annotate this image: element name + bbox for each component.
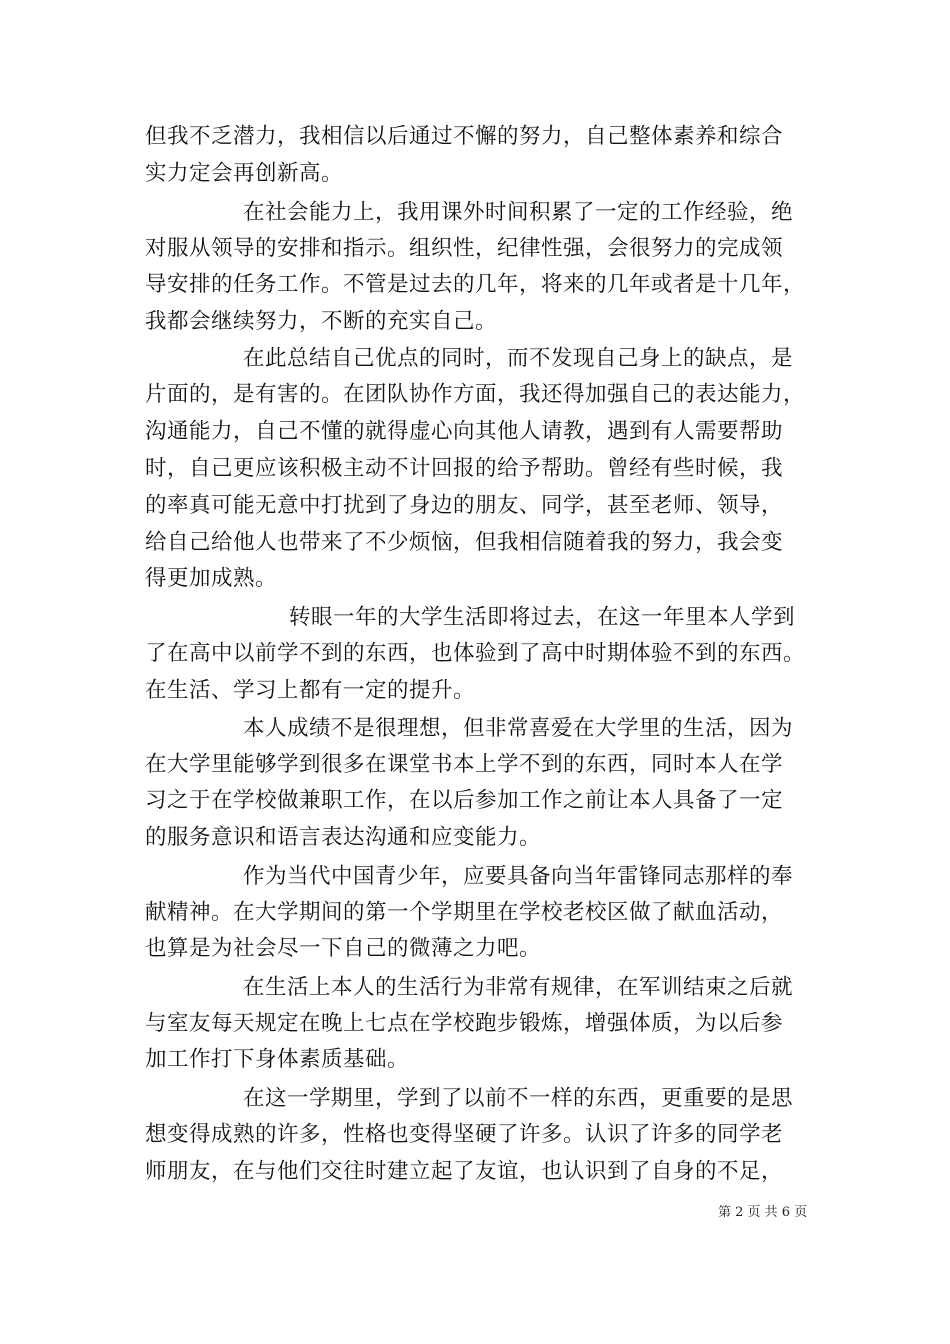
text-line: 对服从领导的安排和指示。组织性，纪律性强，会很努力的完成领 — [145, 236, 784, 261]
text-line: 我都会继续努力，不断的充实自己。 — [145, 309, 498, 334]
text-line: 得更加成熟。 — [145, 566, 278, 591]
text-line: 沟通能力，自己不懂的就得虚心向其他人请教，遇到有人需要帮助 — [145, 419, 784, 444]
text-line: 想变得成熟的许多，性格也变得坚硬了许多。认识了许多的同学老 — [145, 1122, 784, 1147]
text-line: 导安排的任务工作。不管是过去的几年，将来的几年或者是十几年， — [145, 272, 806, 297]
text-line: 但我不乏潜力，我相信以后通过不懈的努力，自己整体素养和综合 — [145, 124, 784, 149]
text-line: 的率真可能无意中打扰到了身边的朋友、同学，甚至老师、领导， — [145, 493, 784, 518]
text-line: 片面的，是有害的。在团队协作方面，我还得加强自己的表达能力， — [145, 382, 806, 407]
text-line: 实力定会再创新高。 — [145, 161, 344, 186]
text-line: 师朋友，在与他们交往时建立起了友谊，也认识到了自身的不足， — [145, 1159, 784, 1184]
paragraph-start-line: 在社会能力上，我用课外时间积累了一定的工作经验，绝 — [243, 200, 794, 225]
text-line: 献精神。在大学期间的第一个学期里在学校老校区做了献血活动， — [145, 900, 784, 925]
paragraph-start-line: 在生活上本人的生活行为非常有规律，在军训结束之后就 — [243, 975, 794, 1000]
paragraph-start-line: 在此总结自己优点的同时，而不发现自己身上的缺点，是 — [243, 346, 794, 371]
paragraph-start-line: 转眼一年的大学生活即将过去，在这一年里本人学到 — [289, 605, 796, 630]
page-number-footer: 第 2 页 共 6 页 — [718, 1205, 808, 1220]
text-line: 与室友每天规定在晚上七点在学校跑步锻炼，增强体质，为以后参 — [145, 1011, 784, 1036]
text-line: 也算是为社会尽一下自己的微薄之力吧。 — [145, 936, 542, 961]
paragraph-start-line: 作为当代中国青少年，应要具备向当年雷锋同志那样的奉 — [243, 864, 794, 889]
text-line: 给自己给他人也带来了不少烦恼，但我相信随着我的努力，我会变 — [145, 530, 784, 555]
text-line: 的服务意识和语言表达沟通和应变能力。 — [145, 825, 542, 850]
text-line: 在生活、学习上都有一定的提升。 — [145, 678, 476, 703]
text-line: 了在高中以前学不到的东西，也体验到了高中时期体验不到的东西。 — [145, 641, 806, 666]
text-line: 加工作打下身体素质基础。 — [145, 1047, 410, 1072]
text-line: 在大学里能够学到很多在课堂书本上学不到的东西，同时本人在学 — [145, 752, 784, 777]
text-line: 时，自己更应该积极主动不计回报的给予帮助。曾经有些时候，我 — [145, 456, 784, 481]
paragraph-start-line: 本人成绩不是很理想，但非常喜爱在大学里的生活，因为 — [243, 716, 794, 741]
paragraph-start-line: 在这一学期里，学到了以前不一样的东西，更重要的是思 — [243, 1086, 794, 1111]
text-line: 习之于在学校做兼职工作，在以后参加工作之前让本人具备了一定 — [145, 788, 784, 813]
